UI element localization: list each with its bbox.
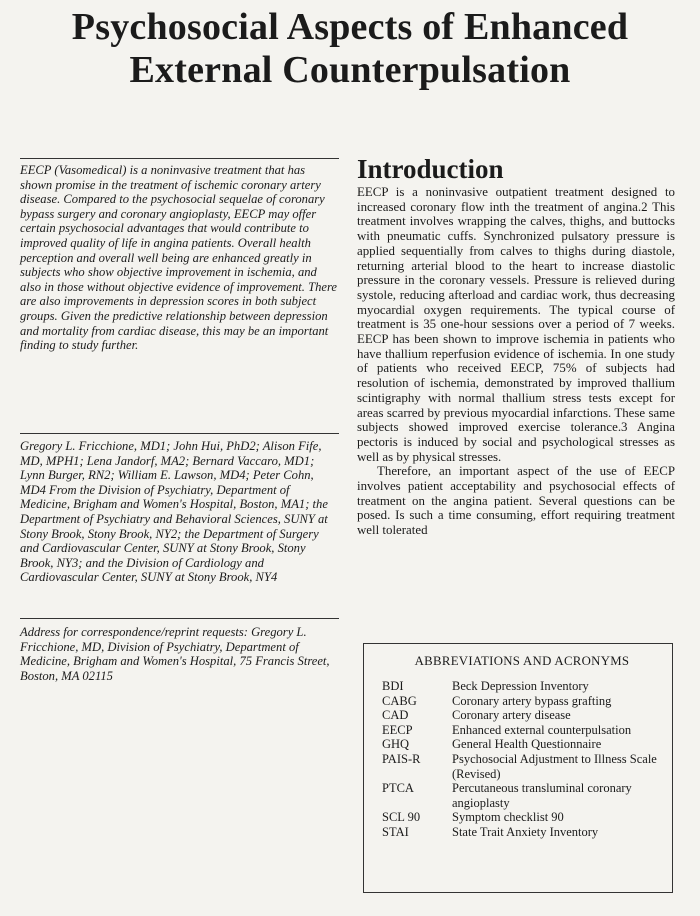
abbreviation-row [382, 781, 662, 810]
abbreviation-term: EECP [382, 722, 413, 737]
abbreviation-term: CAD [382, 708, 409, 723]
abbreviation-term: BDI [382, 679, 404, 693]
abbreviation-definition: Beck Depression Inventory [452, 679, 589, 693]
abbreviation-definition: Enhanced external counterpulsation [452, 722, 632, 737]
article-title: Psychosocial Aspects of Enhanced External Counterpulsation [71, 6, 629, 91]
abbreviation-definition: Psychosocial Adjustment to Illness Scale (Revised) [452, 751, 657, 781]
abbreviation-definition: General Health Questionnaire [452, 737, 602, 752]
abbreviation-row [382, 810, 662, 825]
abbreviations-title: ABBREVIATIONS AND ACRONYMS [414, 654, 630, 668]
abstract-top-rule [20, 158, 339, 159]
abbreviation-row [382, 679, 662, 694]
abbreviation-row [382, 752, 662, 781]
abbreviations-box [363, 643, 673, 893]
abbreviation-term: PTCA [382, 781, 414, 796]
abstract-text: EECP (Vasomedical) is a noninvasive treatment that has shown promise in the treatment of ischemic coronary artery disease. Compared to the psychosocial sequelae of coronary bypass surgery and coronary angioplasty, EECP may offer certain psychosocial advantages that would contribute to improved quality of life in angina patients. Overall health perception and overall well being are enhanced greatly in subjects who show objective improvement in ischemia, and also in those without objective evidence of improvement. There are also improvements in depression scores in both subject groups. Given the predictive relationship between depression and mortality from cardiac disease, this may be an important finding to study further. [20, 163, 337, 353]
author-affiliations: Gregory L. Fricchione, MD1; John Hui, PhD2; Alison Fife, MD, MPH1; Lena Jandorf, MA2; Bernard Vaccaro, MD1; Lynn Burger, RN2; William E. Lawson, MD4; Peter Cohn, MD4 From the Division of Psychiatry, Department of Medicine, Brigham and Women's Hospital, Boston, MA1; the Department of Psychiatry and Behavioral Sciences, SUNY at Stony Brook, Stony Brook, NY2; the Department of Surgery and Cardiovascular Center, SUNY at Stony Brook, Stony Brook, NY3; and the Division of Cardiology and Cardiovascular Center, SUNY at Stony Brook, NY4 [20, 439, 328, 585]
abbreviation-term: CABG [382, 693, 417, 708]
abbreviation-row [382, 708, 662, 723]
abbreviation-definition: Coronary artery disease [452, 708, 571, 723]
abbreviation-definition: Coronary artery bypass grafting [452, 693, 612, 708]
abbreviation-row [382, 694, 662, 709]
abbreviation-term: PAIS-R [382, 751, 421, 766]
abbreviation-row [382, 737, 662, 752]
abbreviation-term: STAI [382, 824, 409, 839]
introduction-body [357, 185, 675, 538]
introduction-heading: Introduction [357, 154, 504, 184]
abbreviation-definition: Symptom checklist 90 [452, 810, 564, 825]
correspondence-address: Address for correspondence/reprint requests: Gregory L. Fricchione, MD, Division of Psychiatry, Department of Medicine, Brigham and Women's Hospital, 75 Francis Street, Boston, MA 02115 [20, 625, 330, 683]
abbreviation-term: GHQ [382, 737, 410, 752]
abbreviation-term: SCL 90 [382, 810, 421, 825]
authors-top-rule [20, 433, 339, 434]
abbreviation-definition: State Trait Anxiety Inventory [452, 824, 599, 839]
abbreviation-row [382, 723, 662, 738]
abbreviation-definition: Percutaneous transluminal coronary angioplasty [452, 781, 632, 810]
introduction-paragraph: Therefore, an important aspect of the use of EECP involves patient acceptability and psychosocial effects of treatment on the angina patient. Several questions can be posed. Is such a time consuming, effort requiring treatment well tolerated [357, 464, 675, 538]
correspondence-top-rule [20, 618, 339, 619]
abbreviation-row [382, 825, 662, 840]
introduction-paragraph: EECP is a noninvasive outpatient treatment designed to increased coronary flow inth the treatment of angina.2 This treatment involves wrapping the calves, thighs, and buttocks with pneumatic cuffs. Synchronized pulsatory pressure is applied sequentially from calves to thighs during diastole, returning arterial blood to the heart to increase diastolic pressure in the coronary vessels. Pressure is relieved during systole, reducing afterload and cardiac work, thus decreasing myocardial oxygen requirements. The typical course of treatment is 35 one-hour sessions over a period of 7 weeks. EECP has been shown to improve ischemia in patients who have thallium reperfusion evidence of ischemia. In one study of patients who received EECP, 75% of subjects had resolution of ischemia, demonstrated by improved thallium scintigraphy with normal thallium stress tests except for areas scarred by previous myocardial infarctions. These same subjects showed improved exercise tolerance.3 Angina pectoris is induced by social and psychological stresses as well as by physical stresses. [357, 185, 675, 464]
